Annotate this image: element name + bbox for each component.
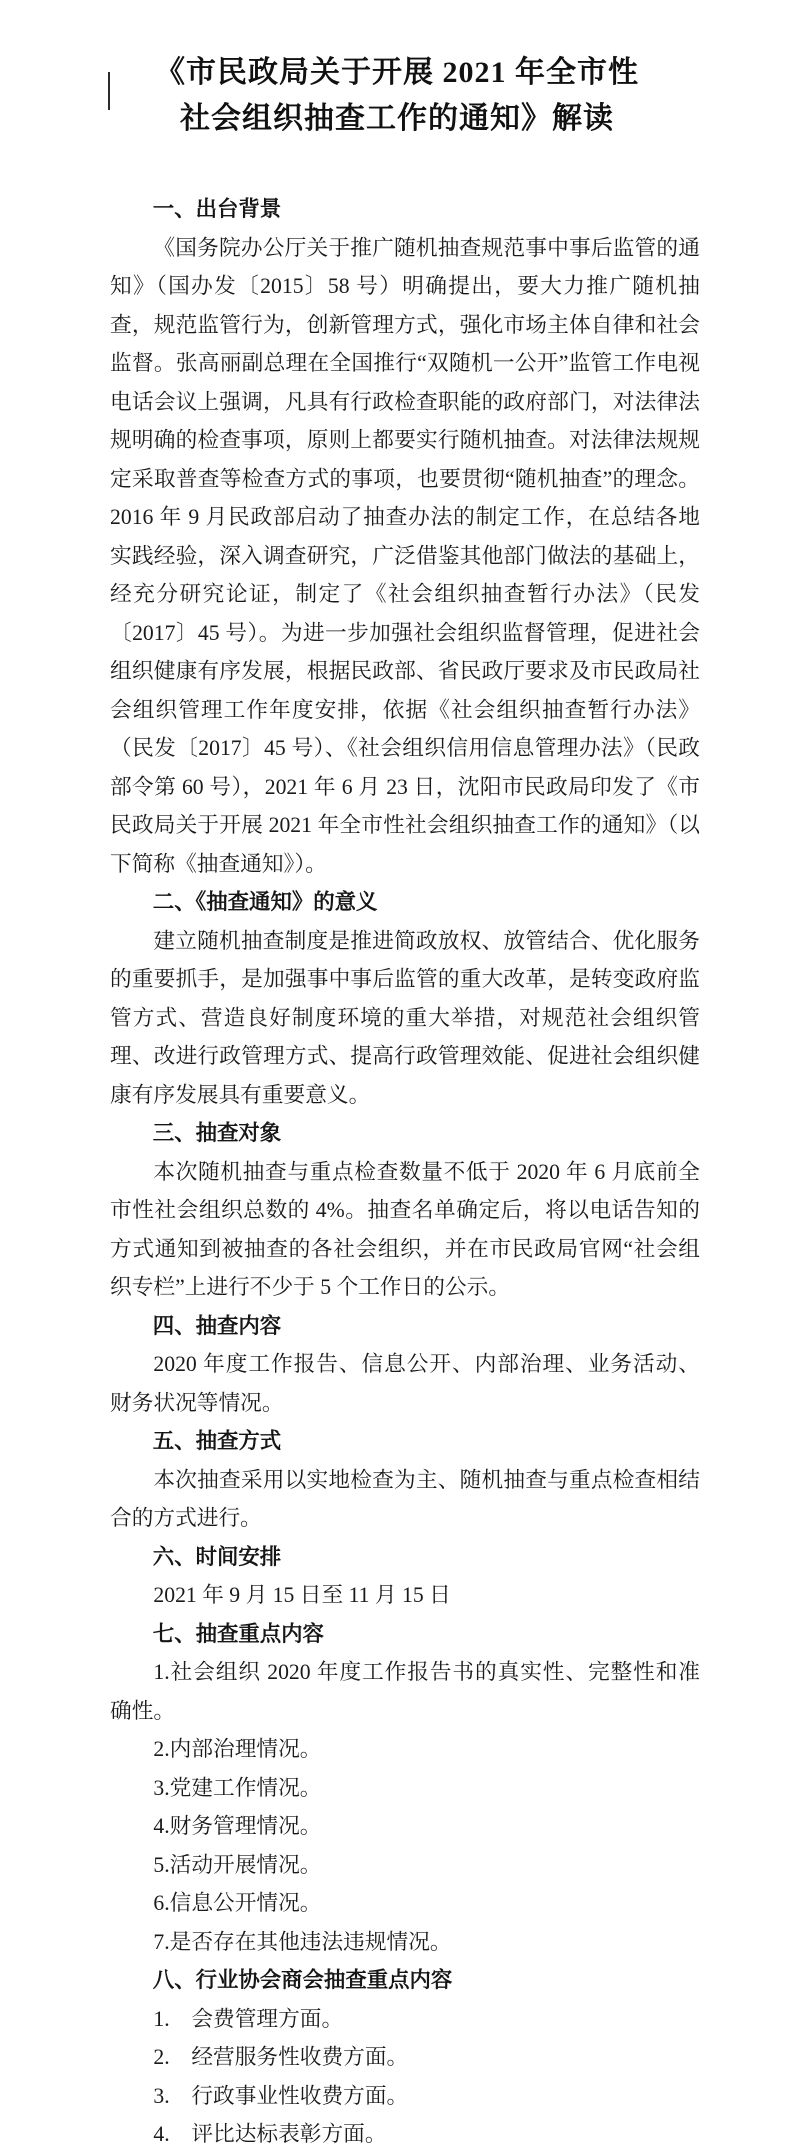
paragraph: 建立随机抽查制度是推进简政放权、放管结合、优化服务的重要抓手，是加强事中事后监管的重大改革，是转变政府监管方式、营造良好制度环境的重大举措，对规范社会组织管理、改进行政管理方式、提高行政管理效能、促进社会组织健康有序发展具有重要意义。 [110, 928, 700, 1107]
revision-change-bar [108, 72, 110, 110]
paragraph: 2.内部治理情况。 [153, 1737, 322, 1761]
paragraph: 《国务院办公厅关于推广随机抽查规范事中事后监管的通知》（国办发〔2015〕58 号）明确提出，要大力推广随机抽查，规范监管行为，创新管理方式，强化市场主体自律和社会监督。张高丽副总理在全国推行“双随机一公开”监管工作电视电话会议上强调，凡具有行政检查职能的政府部门，对法律法规明确的检查事项，原则上都要实行随机抽查。对法律法规规定采取普查等检查方式的事项，也要贯彻“随机抽查”的理念。2016 年 9 月民政部启动了抽查办法的制定工作，在总结各地实践经验，深入调查研究，广泛借鉴其他部门做法的基础上，经充分研究论证，制定了《社会组织抽查暂行办法》（民发〔2017〕45 号）。为进一步加强社会组织监督管理，促进社会组织健康有序发展，根据民政部、省民政厅要求及市民政局社会组织管理工作年度安排，依据《社会组织抽查暂行办法》（民发〔2017〕45 号）、《社会组织信用信息管理办法》（民政部令第 60 号），2021 年 6 月 23 日，沈阳市民政局印发了《市民政局关于开展 2021 年全市性社会组织抽查工作的通知》（以下简称《抽查通知》）。 [110, 235, 700, 876]
document-title [0, 0, 794, 142]
paragraph: 2021 年 9 月 15 日至 11 月 15 日 [153, 1583, 451, 1607]
paragraph: 5.活动开展情况。 [153, 1852, 322, 1877]
paragraph: 3. 行政事业性收费方面。 [153, 2083, 409, 2108]
paragraph: 1. 会费管理方面。 [153, 2006, 344, 2031]
paragraph: 2. 经营服务性收费方面。 [153, 2045, 409, 2069]
section-heading-5: 五、抽查方式 [152, 1429, 282, 1453]
paragraph: 本次抽查采用以实地检查为主、随机抽查与重点检查相结合的方式进行。 [110, 1467, 700, 1530]
section-heading-2: 二、《抽查通知》的意义 [152, 890, 378, 914]
paragraph: 本次随机抽查与重点检查数量不低于 2020 年 6 月底前全市性社会组织总数的 4%。抽查名单确定后，将以电话告知的方式通知到被抽查的各社会组织，并在市民政局官网“社会组织专栏”上进行不少于 5 个工作日的公示。 [110, 1159, 700, 1299]
section-heading-7: 七、抽查重点内容 [152, 1621, 324, 1646]
paragraph: 4. 评比达标表彰方面。 [153, 2122, 387, 2146]
paragraph: 6.信息公开情况。 [153, 1891, 322, 1915]
section-heading-6: 六、时间安排 [152, 1544, 282, 1569]
section-heading-1: 一、出台背景 [152, 197, 282, 221]
section-heading-3: 三、抽查对象 [152, 1121, 282, 1145]
section-heading-8: 八、行业协会商会抽查重点内容 [152, 1968, 453, 1992]
paragraph: 7.是否存在其他违法违规情况。 [153, 1929, 452, 1954]
paragraph: 4.财务管理情况。 [153, 1814, 322, 1838]
document-body [110, 190, 700, 2154]
document-title-line-2: 社会组织抽查工作的通知》解读 [180, 102, 614, 135]
paragraph: 3.党建工作情况。 [153, 1775, 322, 1800]
paragraph: 1.社会组织 2020 年度工作报告书的真实性、完整性和准确性。 [110, 1660, 700, 1723]
section-heading-4: 四、抽查内容 [152, 1313, 282, 1338]
paragraph: 2020 年度工作报告、信息公开、内部治理、业务活动、财务状况等情况。 [110, 1352, 700, 1415]
document-title-line-1: 《市民政局关于开展 2021 年全市性 [155, 56, 639, 89]
